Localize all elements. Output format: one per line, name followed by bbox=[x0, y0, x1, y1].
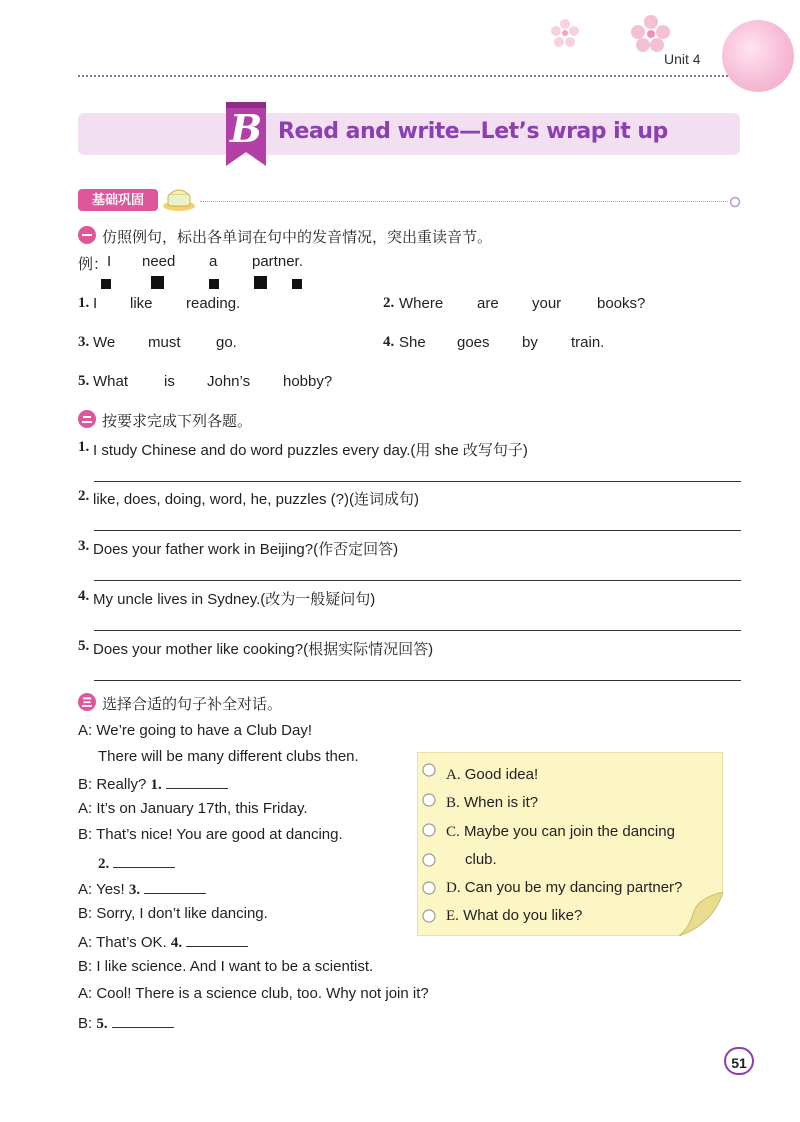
flower-icon bbox=[626, 12, 676, 56]
answer-line[interactable] bbox=[94, 481, 741, 482]
section-tag: 基础巩固 bbox=[78, 189, 158, 211]
word: like bbox=[130, 295, 153, 312]
weak-stress-mark bbox=[101, 279, 111, 289]
dialogue-line: B: Really? 1. bbox=[78, 774, 228, 794]
word: by bbox=[522, 334, 538, 351]
dialogue-line: B: Sorry, I don’t like dancing. bbox=[78, 905, 268, 922]
word: What bbox=[93, 373, 129, 390]
word: reading. bbox=[186, 295, 241, 312]
answer-line[interactable] bbox=[94, 680, 741, 681]
word: train. bbox=[571, 334, 605, 351]
example-label: 例： bbox=[78, 256, 109, 273]
item-number: 4. bbox=[78, 588, 90, 604]
q2-item-text: I study Chinese and do word puzzles every day.(用 she 改写句子) bbox=[93, 442, 528, 459]
q2-item-text: like, does, doing, word, he, puzzles (?)(连词成句) bbox=[93, 491, 419, 508]
question-number-one-icon bbox=[78, 226, 96, 244]
answer-blank[interactable] bbox=[166, 774, 228, 789]
decorative-blossom bbox=[722, 20, 794, 92]
item-number: 5. bbox=[78, 638, 90, 654]
word: John’s bbox=[207, 373, 251, 390]
blank-number: 3. bbox=[128, 882, 141, 898]
item-number: 1. bbox=[78, 295, 90, 311]
dialogue-line: A: It’s on January 17th, this Friday. bbox=[78, 800, 308, 817]
banner-letter: B bbox=[229, 106, 263, 151]
item-number: 2. bbox=[78, 488, 90, 504]
answer-blank[interactable] bbox=[144, 879, 206, 894]
blank-number: 2. bbox=[98, 856, 110, 872]
option-a: A. Good idea! bbox=[446, 766, 539, 783]
answer-line[interactable] bbox=[94, 530, 741, 531]
word: We bbox=[93, 334, 116, 351]
weak-stress-mark bbox=[209, 279, 219, 289]
option-c: C. Maybe you can join the dancing bbox=[446, 823, 675, 840]
item-number: 1. bbox=[78, 439, 90, 455]
word: go. bbox=[216, 334, 237, 351]
item-number: 2. bbox=[383, 295, 395, 311]
q1-instruction: 仿照例句，标出各单词在句中的发音情况，突出重读音节。 bbox=[102, 229, 493, 246]
word: books? bbox=[597, 295, 646, 312]
answer-blank[interactable] bbox=[113, 853, 175, 868]
circle-end-icon bbox=[729, 196, 741, 208]
section-divider bbox=[200, 201, 728, 202]
word: are bbox=[477, 295, 499, 312]
item-number: 4. bbox=[383, 334, 395, 350]
blank-number: 5. bbox=[96, 1016, 108, 1032]
example-word: need bbox=[142, 253, 176, 270]
word: is bbox=[164, 373, 175, 390]
answer-line[interactable] bbox=[94, 580, 741, 581]
example-word: a bbox=[209, 253, 218, 270]
example-word: partner. bbox=[252, 253, 303, 270]
dialogue-line: A: Yes! 3. bbox=[78, 879, 206, 899]
dialogue-line: A: Cool! There is a science club, too. Why not join it? bbox=[78, 985, 429, 1002]
item-number: 5. bbox=[78, 373, 90, 389]
flower-icon bbox=[548, 16, 582, 50]
answer-blank[interactable] bbox=[112, 1013, 174, 1028]
dialogue-line: B: That’s nice! You are good at dancing. bbox=[78, 826, 343, 843]
question-number-two-icon bbox=[78, 410, 96, 428]
word: hobby? bbox=[283, 373, 333, 390]
word: Where bbox=[399, 295, 444, 312]
cake-icon bbox=[160, 186, 198, 212]
strong-stress-mark bbox=[254, 276, 267, 289]
q2-instruction: 按要求完成下列各题。 bbox=[102, 413, 253, 430]
page-number: 51 bbox=[724, 1047, 754, 1075]
blank-number: 1. bbox=[150, 777, 162, 793]
word: your bbox=[532, 295, 562, 312]
example-word: I bbox=[107, 253, 112, 270]
dialogue-line: There will be many different clubs then. bbox=[98, 748, 359, 765]
banner-title: Read and write—Let’s wrap it up bbox=[278, 119, 668, 144]
answer-blank[interactable] bbox=[186, 932, 248, 947]
strong-stress-mark bbox=[151, 276, 164, 289]
word: She bbox=[399, 334, 426, 351]
word: goes bbox=[457, 334, 490, 351]
dialogue-line bbox=[98, 853, 175, 873]
item-number: 3. bbox=[78, 334, 90, 350]
header-divider bbox=[78, 75, 728, 77]
option-b: B. When is it? bbox=[446, 794, 539, 811]
q2-item-text: Does your father work in Beijing?(作否定回答) bbox=[93, 541, 399, 558]
q3-instruction: 选择合适的句子补全对话。 bbox=[102, 696, 283, 713]
dialogue-line: A: That’s OK. 4. bbox=[78, 932, 248, 952]
option-d: D. Can you be my dancing partner? bbox=[446, 879, 683, 896]
option-e: E. What do you like? bbox=[446, 907, 583, 924]
item-number: 3. bbox=[78, 538, 90, 554]
unit-label: Unit 4 bbox=[664, 51, 701, 67]
dialogue-line: B: I like science. And I want to be a scientist. bbox=[78, 958, 374, 975]
word: must bbox=[148, 334, 181, 351]
blank-number: 4. bbox=[170, 935, 183, 951]
weak-stress-mark bbox=[292, 279, 302, 289]
dialogue-line: A: We’re going to have a Club Day! bbox=[78, 722, 313, 739]
q2-item-text: My uncle lives in Sydney.(改为一般疑问句) bbox=[93, 591, 376, 608]
q2-item-text: Does your mother like cooking?(根据实际情况回答) bbox=[93, 641, 434, 658]
dialogue-line: B: 5. bbox=[78, 1013, 174, 1033]
answer-line[interactable] bbox=[94, 630, 741, 631]
option-c-continued: club. bbox=[465, 851, 497, 868]
word: I bbox=[93, 295, 98, 312]
question-number-three-icon bbox=[78, 693, 96, 711]
